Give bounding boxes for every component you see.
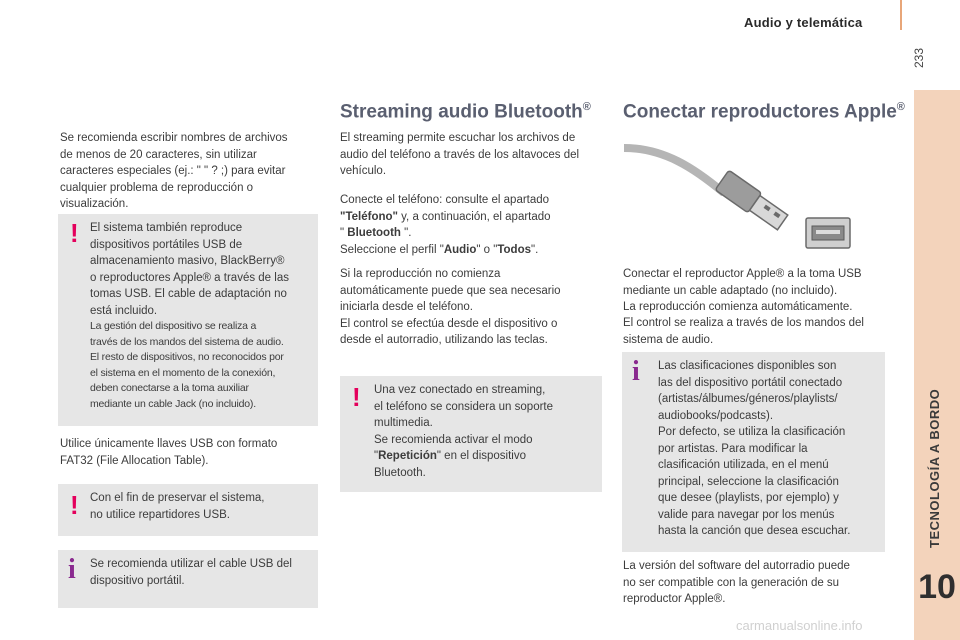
text-line: La reproducción comienza automáticamente. <box>623 301 853 313</box>
streaming-intro-text <box>340 130 605 180</box>
text-line: vehículo. <box>340 165 387 177</box>
warning-icon: ! <box>70 218 79 248</box>
usb-intro-text <box>60 130 320 213</box>
text-line: Con el fin de preservar el sistema, <box>90 492 265 504</box>
bold-term: "Teléfono" <box>340 210 398 223</box>
text-line: clasificación utilizada, en el menú <box>658 459 829 471</box>
text-line: automáticamente puede que sea necesario <box>340 284 561 297</box>
text-line: Conecte el teléfono: consulte el apartado <box>340 194 550 206</box>
chapter-title: TECNOLOGÍA A BORDO <box>927 388 942 548</box>
text-line: La gestión del dispositivo se realiza a <box>90 320 257 332</box>
text-span: Seleccione el perfil " <box>340 243 444 256</box>
page-number: 233 <box>912 47 926 68</box>
header-divider <box>900 0 902 30</box>
warning-icon: ! <box>70 490 79 520</box>
text-line: tomas USB. El cable de adaptación no <box>90 288 287 300</box>
text-line: almacenamiento masivo, BlackBerry® <box>90 255 285 267</box>
text-line <box>340 209 605 226</box>
warning-box-devices <box>58 214 318 426</box>
text-line: no utilice repartidores USB. <box>90 508 230 521</box>
bold-term: Todos <box>497 243 531 256</box>
text-line: no ser compatible con la generación de su <box>623 576 840 589</box>
bold-term: Audio <box>443 243 477 256</box>
text-line: audio del teléfono a través de los altavoces del <box>340 148 580 161</box>
text-span: " en el dispositivo <box>436 450 526 462</box>
heading-text: Conectar reproductores Apple <box>623 101 897 123</box>
text-line: visualización. <box>60 198 129 210</box>
text-line: principal, seleccione la clasificación <box>658 475 839 488</box>
watermark: carmanualsonline.info <box>736 618 863 633</box>
text-line: dispositivos portátiles USB de <box>90 238 243 251</box>
apple-players-heading <box>623 101 905 123</box>
usb-connector-illustration <box>624 138 864 258</box>
text-line <box>374 448 594 465</box>
text-line: que desee (playlists, por ejemplo) y <box>658 492 839 504</box>
text-line: El sistema también reproduce <box>90 222 243 234</box>
text-line: Por defecto, se utiliza la clasificación <box>658 426 846 438</box>
registered-mark: ® <box>582 101 591 113</box>
text-line: Se recomienda escribir nombres de archivos <box>60 132 288 144</box>
text-line <box>340 225 605 242</box>
text-span: y, a continuación, el apartado <box>397 210 551 223</box>
bold-term: Repetición <box>378 450 437 462</box>
text-line: caracteres especiales (ej.: " " ? ;) para evitar <box>60 165 286 177</box>
text-line: mediante un cable adaptado (no incluido). <box>623 284 838 297</box>
text-line: El streaming permite escuchar los archivos de <box>340 132 576 144</box>
text-line: Se recomienda utilizar el cable USB del <box>90 558 292 570</box>
text-line: por artistas. Para modificar la <box>658 442 808 455</box>
text-span: ". <box>531 243 539 256</box>
warning-icon: ! <box>352 382 361 412</box>
text-line: deben conectarse a la toma auxiliar <box>90 382 249 394</box>
text-line: Si la reproducción no comienza <box>340 268 501 280</box>
text-line: el teléfono se considera un soporte <box>374 400 554 413</box>
text-line: Se recomienda activar el modo <box>374 433 533 446</box>
text-line: (artistas/álbumes/géneros/playlists/ <box>658 393 838 405</box>
apple-control-text <box>623 315 888 348</box>
software-compat-text <box>623 558 888 608</box>
text-span: " <box>374 450 379 462</box>
info-icon: i <box>68 554 76 585</box>
chapter-number: 10 <box>918 568 956 606</box>
text-line: La versión del software del autorradio puede <box>623 560 850 572</box>
apple-connect-text <box>623 266 888 316</box>
warning-box-streaming <box>340 376 602 492</box>
text-line: dispositivo portátil. <box>90 574 185 587</box>
heading-text: Streaming audio Bluetooth <box>340 101 583 123</box>
text-line: Las clasificaciones disponibles son <box>658 360 837 372</box>
bold-term: Bluetooth <box>347 227 401 239</box>
text-line: FAT32 (File Allocation Table). <box>60 454 209 467</box>
info-icon: i <box>632 356 640 387</box>
chapter-sidebar <box>914 90 960 640</box>
text-line: sistema de audio. <box>623 333 714 346</box>
usb-port <box>806 218 850 248</box>
text-line: El resto de dispositivos, no reconocidos por <box>90 351 284 363</box>
text-line: El control se efectúa desde el dispositivo o <box>340 317 558 330</box>
text-line: valide para navegar por los menús <box>658 508 835 521</box>
text-line: está incluido. <box>90 304 158 317</box>
registered-mark: ® <box>896 101 905 113</box>
text-line: Conectar el reproductor Apple® a la toma USB <box>623 268 862 280</box>
text-line: multimedia. <box>374 417 433 429</box>
no-start-text <box>340 266 605 349</box>
text-line: desde el autorradio, utilizando las teclas. <box>340 334 548 346</box>
text-line: de menos de 20 caracteres, sin utilizar <box>60 148 257 161</box>
text-line <box>340 242 605 259</box>
text-line: mediante un cable Jack (no incluido). <box>90 397 256 410</box>
info-box-classifications <box>622 352 885 552</box>
info-box-cable <box>58 550 318 608</box>
usb-cable <box>624 148 724 193</box>
text-line: El control se realiza a través de los mandos del <box>623 317 864 329</box>
text-line: Utilice únicamente llaves USB con formato <box>60 438 278 450</box>
text-span: " o " <box>476 243 498 256</box>
text-line: el sistema en el momento de la conexión, <box>90 366 276 379</box>
text-line: través de los mandos del sistema de audio. <box>90 335 284 348</box>
section-title: Audio y telemática <box>744 15 863 30</box>
text-line: hasta la canción que desea escuchar. <box>658 525 851 537</box>
text-line: Una vez conectado en streaming, <box>374 384 546 396</box>
text-span: ". <box>400 227 412 239</box>
usb-plug <box>715 170 789 232</box>
warning-box-splitters <box>58 484 318 536</box>
bluetooth-streaming-heading <box>340 101 591 123</box>
text-line: cualquier problema de reproducción o <box>60 181 254 194</box>
text-line: audiobooks/podcasts). <box>658 409 774 422</box>
connect-phone-text <box>340 192 605 258</box>
text-line: Bluetooth. <box>374 466 426 479</box>
text-line: reproductor Apple®. <box>623 593 726 605</box>
usb-format-text <box>60 436 320 469</box>
text-line: iniciarla desde el teléfono. <box>340 301 473 313</box>
text-line: las del dispositivo portátil conectado <box>658 376 843 389</box>
text-line: o reproductores Apple® a través de las <box>90 271 289 284</box>
text-span: " <box>340 227 348 239</box>
